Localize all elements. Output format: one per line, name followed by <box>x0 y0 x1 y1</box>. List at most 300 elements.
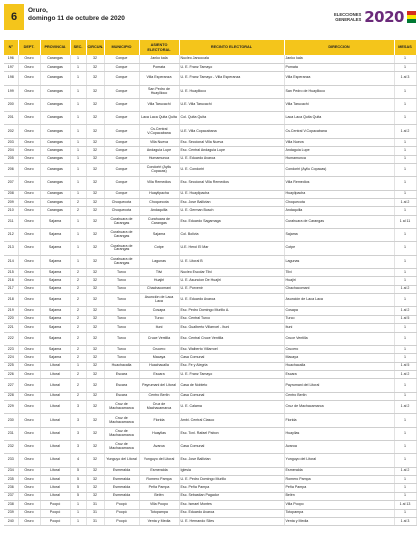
table-cell: Oruro <box>18 401 40 414</box>
column-header: ASIENTO ELECTORAL <box>139 40 179 55</box>
table-cell: Macaya <box>284 354 394 362</box>
table-cell: 1 <box>394 379 416 392</box>
table-cell: Cosapa <box>139 307 179 315</box>
table-row <box>4 72 416 85</box>
table-cell: Choquecota <box>139 198 179 206</box>
table-cell: 1 <box>394 112 416 125</box>
table-cell: 208 <box>4 190 18 198</box>
table-cell: Sajama <box>40 242 70 255</box>
elections-badge <box>334 5 416 29</box>
table-cell: Curahuara de Carangas <box>104 215 139 228</box>
table-cell: Litoral <box>40 492 70 500</box>
table-row <box>4 63 416 71</box>
table-cell: 1 <box>394 190 416 198</box>
table-cell: Oruro <box>18 163 40 176</box>
table-cell: 1 <box>394 229 416 242</box>
table-cell: Avaroa <box>139 440 179 453</box>
table-cell: Oruro <box>18 324 40 332</box>
table-cell: 1 al 13 <box>394 501 416 509</box>
column-header: MESAS <box>394 40 416 55</box>
table-cell: Sajama <box>40 307 70 315</box>
table-cell: 1 <box>394 324 416 332</box>
table-cell: Turco <box>104 268 139 276</box>
table-cell: Corque <box>104 112 139 125</box>
table-cell: 215 <box>4 268 18 276</box>
table-row <box>4 98 416 111</box>
table-cell: 2 <box>70 345 86 353</box>
table-cell: Yunguyo del Litoral <box>284 454 394 467</box>
table-cell: Laca Laca Quita Quita <box>139 112 179 125</box>
table-cell: Lagunas <box>139 255 179 268</box>
table-cell: 199 <box>4 85 18 98</box>
table-cell: 32 <box>86 98 104 111</box>
table-cell: Sajama <box>40 229 70 242</box>
table-cell: 1 <box>70 517 86 525</box>
table-cell: 32 <box>86 354 104 362</box>
table-cell: U. E. Eduardo Avaroa <box>179 294 284 307</box>
column-header: SEC. <box>70 40 86 55</box>
table-cell: Poopó <box>40 517 70 525</box>
table-cell: Belén <box>139 492 179 500</box>
table-cell: Payrumani del Litoral <box>284 379 394 392</box>
table-cell: Esc. Pedro Domingo Murillo A. <box>179 307 284 315</box>
table-cell: 1 al 2 <box>394 467 416 475</box>
table-cell: Villa Tarucachi <box>139 98 179 111</box>
badge-line1: ELECCIONES <box>334 12 362 17</box>
table-cell: Huajiri <box>284 277 394 285</box>
column-header: MUNICIPIO <box>104 40 139 55</box>
table-cell: Avaroa <box>284 440 394 453</box>
table-cell: Esc. Central Turco <box>179 315 284 323</box>
table-cell: 32 <box>86 484 104 492</box>
table-cell: Oruro <box>18 307 40 315</box>
table-cell: Centro Berlin <box>139 392 179 400</box>
table-cell: Centro Berlin <box>284 392 394 400</box>
table-cell: Escara <box>104 379 139 392</box>
column-header: DIRECCION <box>284 40 394 55</box>
table-cell: 1 <box>394 177 416 190</box>
flag-stripe-green <box>407 19 416 23</box>
table-cell: Litoral <box>40 440 70 453</box>
table-cell: 196 <box>4 55 18 63</box>
table-cell: 32 <box>86 215 104 228</box>
table-cell: Carangas <box>40 98 70 111</box>
table-cell: Oruro <box>18 501 40 509</box>
table-cell: 1 al 2 <box>394 198 416 206</box>
table-cell: 234 <box>4 467 18 475</box>
table-cell: Sajama <box>139 229 179 242</box>
table-row <box>4 379 416 392</box>
table-cell: Huachacalla <box>284 362 394 370</box>
table-cell: Carangas <box>40 177 70 190</box>
table-cell: Asunción de Laca Laca <box>139 294 179 307</box>
table-cell: Carangas <box>40 55 70 63</box>
table-cell: Esc. Jose Ballivian <box>179 454 284 467</box>
table-cell: Corque <box>104 138 139 146</box>
table-cell: 32 <box>86 112 104 125</box>
column-header: DEPT. <box>18 40 40 55</box>
table-row <box>4 354 416 362</box>
table-cell: Oruro <box>18 112 40 125</box>
table-cell: 221 <box>4 324 18 332</box>
table-cell: Oruro <box>18 509 40 517</box>
table-cell: Andaquilla <box>284 207 394 215</box>
table-cell: Col. Bolivia <box>179 229 284 242</box>
table-cell: Turco <box>104 307 139 315</box>
table-cell: Andaguia Lupe <box>284 147 394 155</box>
table-cell: Oruro <box>18 215 40 228</box>
table-cell: 2 <box>70 371 86 379</box>
table-cell: 1 <box>70 147 86 155</box>
table-cell: Huaylipacha <box>284 190 394 198</box>
table-cell: 1 <box>394 294 416 307</box>
table-cell: Oruro <box>18 177 40 190</box>
table-cell: 1 <box>394 63 416 71</box>
table-cell: 2 <box>70 315 86 323</box>
table-cell: 32 <box>86 198 104 206</box>
table-cell: Nucleo Jancocala <box>179 55 284 63</box>
table-cell: 201 <box>4 112 18 125</box>
table-cell: Esc. Seccional Villa Nueva <box>179 138 284 146</box>
table-cell: Huayllas <box>139 427 179 440</box>
table-cell: Curahuara de Carangas <box>104 242 139 255</box>
table-cell: 230 <box>4 414 18 427</box>
table-cell: Carangas <box>40 207 70 215</box>
table-cell: Humamunca <box>284 155 394 163</box>
table-cell: 32 <box>86 177 104 190</box>
table-row <box>4 414 416 427</box>
table-cell: Oruro <box>18 277 40 285</box>
table-cell: Huaylipacha <box>139 190 179 198</box>
header-date: domingo 11 de octubre de 2020 <box>28 15 125 22</box>
table-cell: 1 al 5 <box>394 315 416 323</box>
table-row <box>4 177 416 190</box>
table-cell: 1 al 3 <box>394 517 416 525</box>
table-cell: 1 <box>70 98 86 111</box>
table-cell: 1 <box>394 85 416 98</box>
table-cell: 1 <box>394 492 416 500</box>
table-cell: Turco <box>284 315 394 323</box>
table-cell: Carangas <box>40 125 70 138</box>
table-cell: 1 al 3 <box>394 72 416 85</box>
table-cell: Oruro <box>18 362 40 370</box>
table-cell: 32 <box>86 294 104 307</box>
column-header: CIRCUN. <box>86 40 104 55</box>
table-cell: 232 <box>4 440 18 453</box>
table-cell: Villa Esperanza <box>284 72 394 85</box>
table-cell: Esc. Seccional Villa Remedios <box>179 177 284 190</box>
table-cell: Sajama <box>40 285 70 293</box>
table-cell: Oruro <box>18 138 40 146</box>
table-cell: 1 al 2 <box>394 125 416 138</box>
table-cell: U.E. Heroi El Mar <box>179 242 284 255</box>
table-row <box>4 324 416 332</box>
table-cell: 228 <box>4 392 18 400</box>
table-cell: 1 <box>70 229 86 242</box>
table-cell: Oruro <box>18 268 40 276</box>
table-cell: Iglesia <box>179 467 284 475</box>
table-cell: 1 <box>394 268 416 276</box>
table-cell: Oruro <box>18 125 40 138</box>
badge-line2: GENERALES <box>335 17 362 22</box>
table-cell: 32 <box>86 475 104 483</box>
table-cell: Villa Esperanza <box>139 72 179 85</box>
table-cell: Huajiri <box>139 277 179 285</box>
table-cell: 2 <box>70 332 86 345</box>
table-cell: Carangas <box>40 63 70 71</box>
table-row <box>4 163 416 176</box>
table-cell: 4 <box>70 454 86 467</box>
table-cell: 32 <box>86 138 104 146</box>
table-cell: Oruro <box>18 229 40 242</box>
table-cell: Poopó <box>40 509 70 517</box>
table-row <box>4 440 416 453</box>
table-cell: 31 <box>86 509 104 517</box>
table-cell: Carangas <box>40 72 70 85</box>
table-cell: Pomata <box>139 63 179 71</box>
table-cell: 1 <box>394 345 416 353</box>
table-cell: 207 <box>4 177 18 190</box>
table-cell: Esmeralda <box>284 467 394 475</box>
table-row <box>4 229 416 242</box>
table-row <box>4 112 416 125</box>
table-cell: Carangas <box>40 147 70 155</box>
table-cell: 32 <box>86 72 104 85</box>
table-cell: U. E. Condoriri <box>179 163 284 176</box>
table-cell: 1 <box>70 112 86 125</box>
table-cell: Andaguia Lupe <box>139 147 179 155</box>
table-cell: 211 <box>4 215 18 228</box>
table-row <box>4 467 416 475</box>
table-cell: Laca Laca Quita Quita <box>284 112 394 125</box>
table-cell: 1 <box>70 125 86 138</box>
table-cell: Litoral <box>40 427 70 440</box>
table-row <box>4 207 416 215</box>
table-cell: 3 <box>70 440 86 453</box>
table-cell: 1 <box>70 190 86 198</box>
table-cell: Turco <box>104 285 139 293</box>
table-row <box>4 125 416 138</box>
table-row <box>4 277 416 285</box>
table-cell: Oruro <box>18 467 40 475</box>
table-cell: Corque <box>104 177 139 190</box>
table-cell: 1 <box>70 362 86 370</box>
table-row <box>4 401 416 414</box>
table-cell: Florida <box>139 414 179 427</box>
table-cell: 32 <box>86 85 104 98</box>
table-cell: 209 <box>4 198 18 206</box>
table-row <box>4 147 416 155</box>
table-cell: 32 <box>86 147 104 155</box>
table-cell: 1 <box>394 414 416 427</box>
table-cell: Totopampa <box>284 509 394 517</box>
table-row <box>4 392 416 400</box>
table-cell: Florida <box>284 414 394 427</box>
table-cell: 1 <box>394 475 416 483</box>
table-cell: Corque <box>104 155 139 163</box>
table-cell: Corque <box>104 190 139 198</box>
table-cell: 1 <box>394 454 416 467</box>
table-cell: 1 <box>70 163 86 176</box>
table-cell: 1 <box>70 215 86 228</box>
table-cell: 32 <box>86 401 104 414</box>
table-cell: Asunción de Laca Laca <box>284 294 394 307</box>
table-cell: Oruro <box>18 440 40 453</box>
table-cell: 32 <box>86 190 104 198</box>
table-cell: Villa Remedios <box>139 177 179 190</box>
table-cell: Turco <box>104 345 139 353</box>
table-cell: Oruro <box>18 63 40 71</box>
table-cell: 32 <box>86 125 104 138</box>
table-row <box>4 509 416 517</box>
table-cell: Turco <box>104 294 139 307</box>
table-cell: 227 <box>4 379 18 392</box>
table-row <box>4 155 416 163</box>
table-cell: Corque <box>104 72 139 85</box>
table-cell: 233 <box>4 454 18 467</box>
table-cell: Oruro <box>18 72 40 85</box>
table-cell: 1 <box>70 242 86 255</box>
table-cell: Carangas <box>40 155 70 163</box>
table-cell: Oruro <box>18 147 40 155</box>
table-cell: Esc. Ismael Montes <box>179 501 284 509</box>
table-cell: 3 <box>70 401 86 414</box>
table-cell: 32 <box>86 332 104 345</box>
table-row <box>4 315 416 323</box>
table-row <box>4 427 416 440</box>
table-cell: 2 <box>70 285 86 293</box>
table-cell: 32 <box>86 345 104 353</box>
table-cell: Villa Poopo <box>284 501 394 509</box>
table-row <box>4 242 416 255</box>
table-cell: Oruro <box>18 414 40 427</box>
table-cell: Oruro <box>18 379 40 392</box>
table-row <box>4 55 416 63</box>
table-row <box>4 332 416 345</box>
table-cell: Carangas <box>40 198 70 206</box>
table-cell: Oruro <box>18 332 40 345</box>
table-cell: 204 <box>4 147 18 155</box>
table-cell: Andaquilla <box>139 207 179 215</box>
table-cell: 235 <box>4 475 18 483</box>
table-cell: Sajama <box>40 255 70 268</box>
header-location: Oruro, <box>28 7 48 14</box>
table-cell: 198 <box>4 72 18 85</box>
table-cell: 1 al 2 <box>394 371 416 379</box>
table-cell: Casa Comunal <box>179 392 284 400</box>
table-cell: Carangas <box>40 138 70 146</box>
table-cell: 2 <box>70 277 86 285</box>
table-cell: U. E. Litoral B <box>179 255 284 268</box>
table-cell: 32 <box>86 307 104 315</box>
table-cell: 2 <box>70 207 86 215</box>
table-cell: 224 <box>4 354 18 362</box>
table-cell: Cruce Ventilla <box>284 332 394 345</box>
table-cell: 31 <box>86 517 104 525</box>
table-cell: Cs.Central V.Copacabana <box>284 125 394 138</box>
table-cell: 32 <box>86 155 104 163</box>
table-cell: 1 <box>394 155 416 163</box>
table-cell: Oruro <box>18 454 40 467</box>
table-cell: Litoral <box>40 414 70 427</box>
table-row <box>4 138 416 146</box>
table-cell: U. E. Huaylipacha <box>179 190 284 198</box>
table-cell: 239 <box>4 509 18 517</box>
table-cell: Litoral <box>40 467 70 475</box>
table-cell: Oruro <box>18 198 40 206</box>
table-cell: 1 <box>394 440 416 453</box>
table-cell: Crucero <box>139 345 179 353</box>
table-cell: Escara <box>104 392 139 400</box>
table-cell: Turco <box>104 277 139 285</box>
table-cell: Chachacomani <box>139 285 179 293</box>
table-cell: Litoral <box>40 454 70 467</box>
table-cell: 32 <box>86 229 104 242</box>
table-cell: Escara <box>284 371 394 379</box>
table-cell: 1 <box>70 255 86 268</box>
table-cell: Peña Pampa <box>284 484 394 492</box>
table-cell: Sajama <box>284 229 394 242</box>
table-cell: Oruro <box>18 492 40 500</box>
table-cell: Belén <box>284 492 394 500</box>
table-cell: Carangas <box>40 112 70 125</box>
table-cell: 2 <box>70 294 86 307</box>
table-cell: Litoral <box>40 484 70 492</box>
table-cell: Corque <box>104 55 139 63</box>
table-cell: Choquecota <box>284 198 394 206</box>
table-cell: Casa Comunal <box>179 440 284 453</box>
table-cell: 31 <box>86 501 104 509</box>
table-cell: Yunguyo del Litoral <box>139 454 179 467</box>
table-cell: 32 <box>86 63 104 71</box>
table-cell: Esc. Fe y Alegria <box>179 362 284 370</box>
table-cell: 1 <box>394 332 416 345</box>
table-cell: Escara <box>104 371 139 379</box>
table-cell: Cotpe <box>284 242 394 255</box>
table-cell: Cruz de Machacamarca <box>284 401 394 414</box>
table-row <box>4 371 416 379</box>
table-cell: 2 <box>70 307 86 315</box>
table-cell: 240 <box>4 517 18 525</box>
table-cell: Esc. Tcnl. Rafael Pabon <box>179 427 284 440</box>
table-cell: Villa Tarucachi <box>284 98 394 111</box>
table-cell: Lagunas <box>284 255 394 268</box>
table-row <box>4 484 416 492</box>
table-cell: 212 <box>4 229 18 242</box>
table-cell: U. E. Asuncion De Huajiri <box>179 277 284 285</box>
table-cell: Poopó <box>104 501 139 509</box>
table-cell: 32 <box>86 324 104 332</box>
bolivia-flag-icon <box>407 11 416 23</box>
table-cell: 214 <box>4 255 18 268</box>
table-cell: Esc. Central Cruce Ventilla <box>179 332 284 345</box>
table-cell: Esmeralda <box>104 492 139 500</box>
table-cell: Oruro <box>18 427 40 440</box>
table-cell: Esc. Eduardo Sagarnaga <box>179 215 284 228</box>
table-cell: Casa Comunal <box>179 354 284 362</box>
table-cell: 205 <box>4 155 18 163</box>
table-row <box>4 501 416 509</box>
table-cell: 226 <box>4 371 18 379</box>
table-cell: Col. Quita Quita <box>179 112 284 125</box>
table-cell: Casa de Nobleto <box>179 379 284 392</box>
table-cell: Poopó <box>104 517 139 525</box>
table-row <box>4 294 416 307</box>
table-cell: Corque <box>104 125 139 138</box>
table-cell: Choquecota <box>104 207 139 215</box>
table-cell: Cotpe <box>139 242 179 255</box>
table-cell: Oruro <box>18 517 40 525</box>
